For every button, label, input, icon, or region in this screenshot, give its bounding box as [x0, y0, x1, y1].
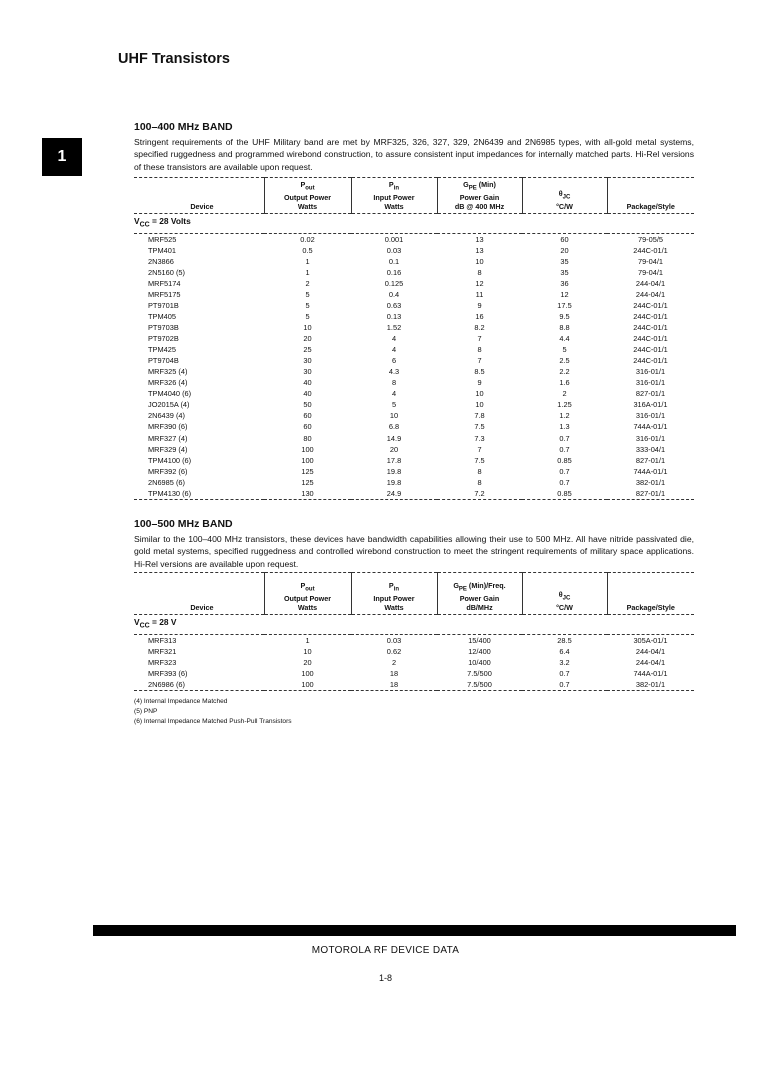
- cell-package-style: 744A-01/1: [633, 466, 668, 476]
- cell-thermal-resistance: 2: [562, 389, 567, 399]
- cell-input-power: 0.1: [388, 256, 400, 266]
- cell-input-power: 4: [391, 389, 397, 399]
- cell-output-power: 80: [303, 433, 312, 443]
- cell-output-power: 30: [303, 367, 312, 377]
- cell-package-style: 244C-01/1: [633, 356, 668, 366]
- cell-package-style: 316-01/1: [635, 367, 666, 377]
- cell-output-power: 25: [303, 345, 312, 355]
- cell-thermal-resistance: 17.5: [557, 300, 572, 310]
- table-row: [134, 322, 694, 333]
- cell-power-gain: 8: [477, 267, 482, 277]
- cell-output-power: 60: [303, 422, 312, 432]
- cell-package-style: 744A-01/1: [633, 422, 668, 432]
- cell-thermal-resistance: 4.4: [559, 334, 570, 344]
- table-row: [134, 355, 694, 366]
- cell-device: PT9704B: [148, 356, 179, 366]
- cell-device: PT9701B: [148, 300, 179, 310]
- cell-package-style: 244C-01/1: [633, 345, 668, 355]
- vcc-condition: $V_{CC} = 28$ V: [134, 615, 694, 635]
- footnote: (6) Internal Impedance Matched Push-Pull Transistors: [134, 717, 292, 725]
- cell-power-gain: 8.5: [474, 367, 485, 377]
- cell-power-gain: 7.8: [474, 411, 485, 421]
- footnotes: [134, 697, 292, 726]
- header-package-style: Package/Style: [607, 573, 694, 615]
- table-row: [134, 657, 694, 668]
- cell-power-gain: 15/400: [468, 635, 491, 645]
- cell-input-power: 0.13: [386, 312, 402, 321]
- cell-device: TPM4100 (6): [148, 455, 192, 465]
- cell-power-gain: 8: [477, 345, 482, 355]
- cell-power-gain: 7: [477, 444, 482, 454]
- cell-input-power: 20: [389, 444, 399, 454]
- cell-power-gain: 13: [475, 234, 484, 244]
- table-row: [134, 333, 694, 344]
- cell-package-style: 244C-01/1: [633, 323, 668, 333]
- cell-package-style: 79-04/1: [637, 256, 664, 266]
- table-row: [134, 267, 694, 278]
- cell-thermal-resistance: 0.7: [559, 444, 570, 454]
- cell-device: PT9702B: [148, 334, 179, 344]
- cell-output-power: 10: [303, 323, 312, 333]
- cell-input-power: 6.8: [388, 422, 400, 432]
- cell-output-power: 1: [305, 256, 310, 266]
- cell-input-power: 0.4: [388, 289, 400, 299]
- cell-output-power: 5: [305, 289, 310, 299]
- header-thermal-resistance: $\theta_{JC}$ °C/W: [522, 573, 607, 615]
- cell-input-power: 18: [389, 668, 399, 678]
- cell-package-style: 79-05/5: [637, 234, 664, 244]
- cell-device: MRF326 (4): [148, 378, 188, 388]
- table-row: [134, 646, 694, 657]
- cell-input-power: 5: [391, 400, 397, 410]
- cell-input-power: 19.8: [386, 477, 402, 487]
- cell-device: MRF392 (6): [148, 466, 188, 476]
- cell-power-gain: 9: [477, 378, 482, 388]
- cell-package-style: 827-01/1: [607, 488, 694, 500]
- cell-thermal-resistance: 20: [560, 245, 569, 255]
- cell-package-style: 744A-01/1: [633, 668, 668, 678]
- cell-input-power: 4: [391, 334, 397, 344]
- cell-device: MRF313: [148, 635, 177, 645]
- cell-output-power: 100: [301, 668, 314, 678]
- footer-rule: [93, 925, 736, 936]
- cell-thermal-resistance: 1.3: [559, 422, 570, 432]
- cell-power-gain: 11: [475, 289, 484, 299]
- cell-power-gain: 10: [475, 389, 484, 399]
- header-device: Device: [134, 573, 264, 615]
- cell-thermal-resistance: 60: [560, 234, 569, 244]
- table-row: [134, 679, 694, 691]
- cell-package-style: 333-04/1: [635, 444, 666, 454]
- cell-device: MRF5175: [148, 289, 181, 299]
- table-row: [134, 668, 694, 679]
- cell-thermal-resistance: 28.5: [557, 635, 572, 645]
- cell-power-gain: 13: [475, 245, 484, 255]
- header-device: Device: [134, 178, 264, 214]
- cell-input-power: 0.03: [386, 245, 402, 255]
- cell-thermal-resistance: 0.7: [559, 668, 570, 678]
- table-row: [134, 444, 694, 455]
- cell-package-style: 316-01/1: [635, 411, 666, 421]
- footnote: (4) Internal Impedance Matched: [134, 698, 228, 705]
- cell-package-style: 382-01/1: [607, 679, 694, 691]
- cell-device: MRF323: [148, 657, 177, 667]
- cell-package-style: 244-04/1: [635, 289, 666, 299]
- table-row: [134, 245, 694, 256]
- table-row: [134, 289, 694, 300]
- cell-device: MRF329 (4): [148, 444, 188, 454]
- cell-thermal-resistance: 5: [562, 345, 567, 355]
- cell-output-power: 50: [303, 400, 312, 410]
- cell-input-power: 0.001: [384, 234, 404, 244]
- cell-device: MRF393 (6): [148, 668, 188, 678]
- cell-thermal-resistance: 0.7: [559, 477, 570, 487]
- table-row: [134, 278, 694, 289]
- table-row: [134, 477, 694, 488]
- cell-package-style: 827-01/1: [635, 389, 666, 399]
- section-heading-100-500: 100–500 MHz BAND: [134, 518, 233, 530]
- header-output-power: $P_{out}$ Output Power Watts: [264, 573, 351, 615]
- cell-device: TPM4040 (6): [148, 389, 192, 399]
- cell-package-style: 382-01/1: [635, 477, 666, 487]
- cell-output-power: 100: [264, 679, 351, 691]
- cell-device: MRF327 (4): [148, 433, 188, 443]
- table-row: [134, 488, 694, 500]
- cell-power-gain: 12/400: [468, 646, 491, 656]
- cell-power-gain: 8.2: [474, 323, 485, 333]
- header-input-power: $P_{in}$ Input Power Watts: [351, 573, 437, 615]
- cell-device: TPM401: [148, 245, 176, 255]
- cell-output-power: 20: [303, 657, 312, 667]
- page-number: 1-8: [378, 973, 392, 983]
- cell-thermal-resistance: 1.25: [557, 400, 572, 410]
- cell-power-gain: 7.3: [474, 433, 485, 443]
- table-row: [134, 433, 694, 444]
- cell-device: TPM425: [148, 345, 176, 355]
- cell-output-power: 100: [301, 455, 314, 465]
- cell-input-power: 0.63: [386, 300, 402, 310]
- cell-device: MRF390 (6): [148, 422, 188, 432]
- table-row: [134, 388, 694, 399]
- cell-power-gain: 16: [475, 312, 484, 321]
- cell-power-gain: 8: [477, 466, 482, 476]
- table-row: [134, 455, 694, 466]
- cell-thermal-resistance: 0.7: [522, 679, 607, 691]
- cell-thermal-resistance: 9.5: [559, 312, 570, 321]
- cell-input-power: 24.9: [351, 488, 437, 500]
- cell-power-gain: 7.5/500: [437, 679, 522, 691]
- cell-package-style: 244-04/1: [635, 657, 666, 667]
- section-intro-100-500: Similar to the 100–400 MHz transistors, these devices have bandwidth capabilities allowing their use to 500 MHz. All have nitride passivated die, gold metal systems, specified ruggedness and controlled wirebond construction to meet the stringent requirements of military space applications. Hi-Rel versions are available upon request.: [134, 534, 694, 569]
- table-row: [134, 233, 694, 245]
- cell-package-style: 244-04/1: [635, 278, 666, 288]
- cell-package-style: 244C-01/1: [633, 312, 668, 321]
- cell-output-power: 130: [264, 488, 351, 500]
- cell-thermal-resistance: 2.5: [559, 356, 570, 366]
- cell-input-power: 10: [389, 411, 399, 421]
- footnote: (5) PNP: [134, 707, 158, 715]
- cell-power-gain: 7: [477, 356, 482, 366]
- header-output-power: $P_{out}$ Output Power Watts: [264, 178, 351, 214]
- cell-output-power: 5: [305, 312, 310, 321]
- cell-input-power: 6: [391, 356, 397, 366]
- cell-input-power: 14.9: [386, 433, 402, 443]
- cell-output-power: 0.5: [302, 245, 313, 255]
- cell-output-power: 1: [305, 635, 310, 645]
- footer-publication-title: MOTOROLA RF DEVICE DATA: [311, 945, 460, 956]
- cell-output-power: 40: [303, 378, 312, 388]
- cell-input-power: 17.8: [386, 455, 402, 465]
- cell-package-style: 827-01/1: [635, 455, 666, 465]
- cell-power-gain: 7: [477, 334, 482, 344]
- section-intro-100-400: Stringent requirements of the UHF Military band are met by MRF325, 326, 327, 329, 2N6439 and 2N6985 types, with all-gold metal systems, specified ruggedness and programmed wirebond construction, to assure consistent input impedances for internally matched parts. Hi-Rel versions of these transistors are available upon request.: [134, 137, 694, 172]
- cell-output-power: 1: [305, 267, 310, 277]
- cell-input-power: 2: [391, 657, 397, 667]
- transistor-table-100-500: [134, 572, 694, 691]
- cell-thermal-resistance: 6.4: [559, 646, 570, 656]
- cell-device: 2N6986 (6): [134, 679, 264, 691]
- cell-device: JO2015A (4): [148, 400, 190, 410]
- table-row: [134, 366, 694, 377]
- cell-package-style: 244C-01/1: [633, 300, 668, 310]
- cell-thermal-resistance: 0.7: [559, 433, 570, 443]
- cell-output-power: 5: [305, 300, 310, 310]
- table-row: [134, 300, 694, 311]
- cell-package-style: 316-01/1: [635, 378, 666, 388]
- cell-device: TPM4130 (6): [134, 488, 264, 500]
- cell-input-power: 19.8: [386, 466, 402, 476]
- cell-thermal-resistance: 2.2: [559, 367, 570, 377]
- vcc-condition: $V_{CC} = 28$ Volts: [134, 214, 694, 234]
- cell-thermal-resistance: 0.85: [522, 488, 607, 500]
- transistor-table-100-400: [134, 177, 694, 500]
- cell-thermal-resistance: 35: [560, 267, 569, 277]
- cell-power-gain: 9: [477, 300, 482, 310]
- cell-input-power: 0.62: [386, 646, 402, 656]
- table-row: [134, 344, 694, 355]
- cell-device: 2N5160 (5): [148, 267, 185, 277]
- cell-power-gain: 10/400: [468, 657, 491, 667]
- cell-power-gain: 7.5: [474, 422, 485, 432]
- table-row: [134, 311, 694, 322]
- cell-output-power: 2: [305, 278, 310, 288]
- cell-device: 2N6439 (4): [148, 411, 185, 421]
- header-power-gain: $G_{PE}$ (Min)/Freq. Power Gain dB/MHz: [437, 573, 522, 615]
- table-row: [134, 377, 694, 388]
- cell-package-style: 244-04/1: [635, 646, 666, 656]
- page-title: UHF Transistors: [118, 51, 230, 67]
- cell-output-power: 100: [301, 444, 314, 454]
- cell-power-gain: 7.5/500: [467, 668, 492, 678]
- table-row: [134, 256, 694, 267]
- cell-device: TPM405: [148, 312, 176, 321]
- cell-output-power: 125: [301, 466, 314, 476]
- cell-package-style: 305A-01/1: [633, 635, 668, 645]
- cell-power-gain: 8: [477, 477, 482, 487]
- header-power-gain: $G_{PE}$ (Min) Power Gain dB @ 400 MHz: [437, 178, 522, 214]
- table-row: [134, 399, 694, 410]
- cell-output-power: 125: [301, 477, 314, 487]
- cell-output-power: 20: [303, 334, 312, 344]
- cell-thermal-resistance: 36: [560, 278, 569, 288]
- cell-thermal-resistance: 12: [560, 289, 569, 299]
- table-row: [134, 410, 694, 421]
- cell-output-power: 0.02: [300, 234, 315, 244]
- cell-input-power: 0.125: [384, 278, 404, 288]
- cell-output-power: 60: [303, 411, 312, 421]
- cell-device: MRF5174: [148, 278, 181, 288]
- table-row: [134, 634, 694, 646]
- cell-output-power: 30: [303, 356, 312, 366]
- table-row: [134, 421, 694, 432]
- cell-device: MRF325 (4): [148, 367, 188, 377]
- cell-thermal-resistance: 0.7: [559, 466, 570, 476]
- cell-package-style: 244C-01/1: [633, 334, 668, 344]
- cell-thermal-resistance: 1.2: [559, 411, 570, 421]
- cell-package-style: 79-04/1: [637, 267, 664, 277]
- cell-device: MRF321: [148, 646, 177, 656]
- cell-device: PT9703B: [148, 323, 179, 333]
- cell-package-style: 316A-01/1: [633, 400, 668, 410]
- cell-thermal-resistance: 1.6: [559, 378, 570, 388]
- cell-thermal-resistance: 0.85: [557, 455, 572, 465]
- cell-output-power: 10: [303, 646, 312, 656]
- cell-input-power: 0.03: [386, 635, 402, 645]
- cell-power-gain: 7.5: [474, 455, 485, 465]
- cell-device: 2N3866: [148, 256, 174, 266]
- section-heading-100-400: 100–400 MHz BAND: [134, 121, 233, 133]
- header-package-style: Package/Style: [607, 178, 694, 214]
- section-tab-marker: 1: [42, 138, 82, 176]
- cell-thermal-resistance: 35: [560, 256, 569, 266]
- cell-power-gain: 10: [475, 400, 484, 410]
- cell-package-style: 316-01/1: [635, 433, 666, 443]
- cell-package-style: 244C-01/1: [633, 245, 668, 255]
- cell-device: 2N6985 (6): [148, 477, 185, 487]
- table-row: [134, 466, 694, 477]
- cell-power-gain: 12: [475, 278, 484, 288]
- cell-input-power: 0.16: [386, 267, 402, 277]
- header-thermal-resistance: $\theta_{JC}$ °C/W: [522, 178, 607, 214]
- cell-device: MRF525: [148, 234, 177, 244]
- cell-input-power: 1.52: [386, 323, 402, 333]
- cell-thermal-resistance: 3.2: [559, 657, 570, 667]
- cell-input-power: 18: [351, 679, 437, 691]
- cell-input-power: 8: [391, 378, 397, 388]
- cell-input-power: 4.3: [388, 367, 400, 377]
- cell-input-power: 4: [391, 345, 397, 355]
- cell-power-gain: 10: [475, 256, 484, 266]
- cell-output-power: 40: [303, 389, 312, 399]
- cell-thermal-resistance: 8.8: [559, 323, 570, 333]
- cell-power-gain: 7.2: [437, 488, 522, 500]
- header-input-power: $P_{in}$ Input Power Watts: [351, 178, 437, 214]
